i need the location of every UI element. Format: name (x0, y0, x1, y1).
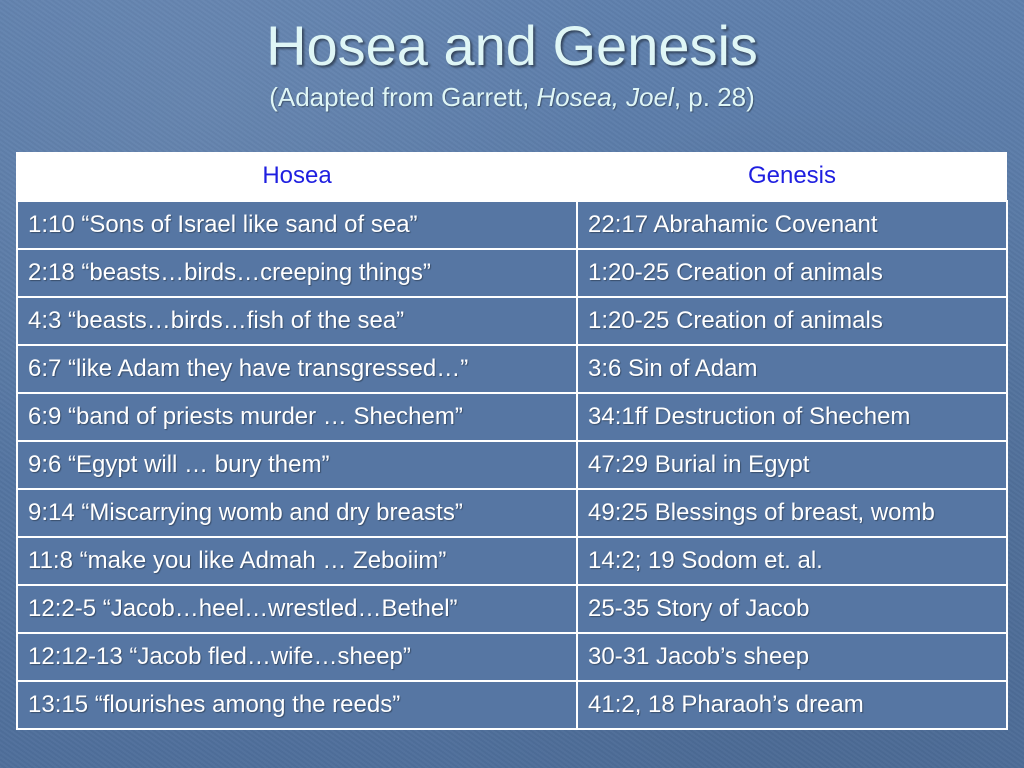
header-hosea: Hosea (17, 152, 577, 201)
table-row (17, 633, 1007, 681)
genesis-cell: 49:25 Blessings of breast, womb (577, 489, 1007, 537)
genesis-cell: 3:6 Sin of Adam (577, 345, 1007, 393)
genesis-cell: 1:20-25 Creation of animals (577, 297, 1007, 345)
subtitle-book-title: Hosea, Joel (536, 82, 674, 112)
genesis-cell: 47:29 Burial in Egypt (577, 441, 1007, 489)
hosea-cell: 12:2-5 “Jacob…heel…wrestled…Bethel” (17, 585, 577, 633)
comparison-table-container (16, 152, 1006, 728)
genesis-cell: 34:1ff Destruction of Shechem (577, 393, 1007, 441)
genesis-cell: 30-31 Jacob’s sheep (577, 633, 1007, 681)
table-row (17, 297, 1007, 345)
hosea-cell: 9:6 “Egypt will … bury them” (17, 441, 577, 489)
slide-title: Hosea and Genesis (266, 14, 758, 77)
hosea-cell: 4:3 “beasts…birds…fish of the sea” (17, 297, 577, 345)
table-row (17, 345, 1007, 393)
comparison-table (16, 152, 1008, 730)
hosea-cell: 6:7 “like Adam they have transgressed…” (17, 345, 577, 393)
table-row (17, 249, 1007, 297)
hosea-cell: 1:10 “Sons of Israel like sand of sea” (17, 201, 577, 249)
table-row (17, 393, 1007, 441)
genesis-cell: 25-35 Story of Jacob (577, 585, 1007, 633)
table-header-row (17, 152, 1007, 201)
table-row (17, 489, 1007, 537)
table-row (17, 681, 1007, 729)
hosea-cell: 12:12-13 “Jacob fled…wife…sheep” (17, 633, 577, 681)
hosea-cell: 9:14 “Miscarrying womb and dry breasts” (17, 489, 577, 537)
hosea-cell: 13:15 “flourishes among the reeds” (17, 681, 577, 729)
hosea-cell: 11:8 “make you like Admah … Zeboiim” (17, 537, 577, 585)
hosea-cell: 2:18 “beasts…birds…creeping things” (17, 249, 577, 297)
slide-subtitle (0, 80, 1024, 114)
table-row (17, 201, 1007, 249)
table-row (17, 537, 1007, 585)
genesis-cell: 41:2, 18 Pharaoh’s dream (577, 681, 1007, 729)
header-genesis: Genesis (577, 152, 1007, 201)
genesis-cell: 1:20-25 Creation of animals (577, 249, 1007, 297)
subtitle-prefix: (Adapted from Garrett, (269, 82, 537, 112)
hosea-cell: 6:9 “band of priests murder … Shechem” (17, 393, 577, 441)
subtitle-suffix: , p. 28) (673, 82, 755, 112)
table-row (17, 585, 1007, 633)
title-block (0, 14, 1024, 114)
genesis-cell: 14:2; 19 Sodom et. al. (577, 537, 1007, 585)
table-row (17, 441, 1007, 489)
genesis-cell: 22:17 Abrahamic Covenant (577, 201, 1007, 249)
